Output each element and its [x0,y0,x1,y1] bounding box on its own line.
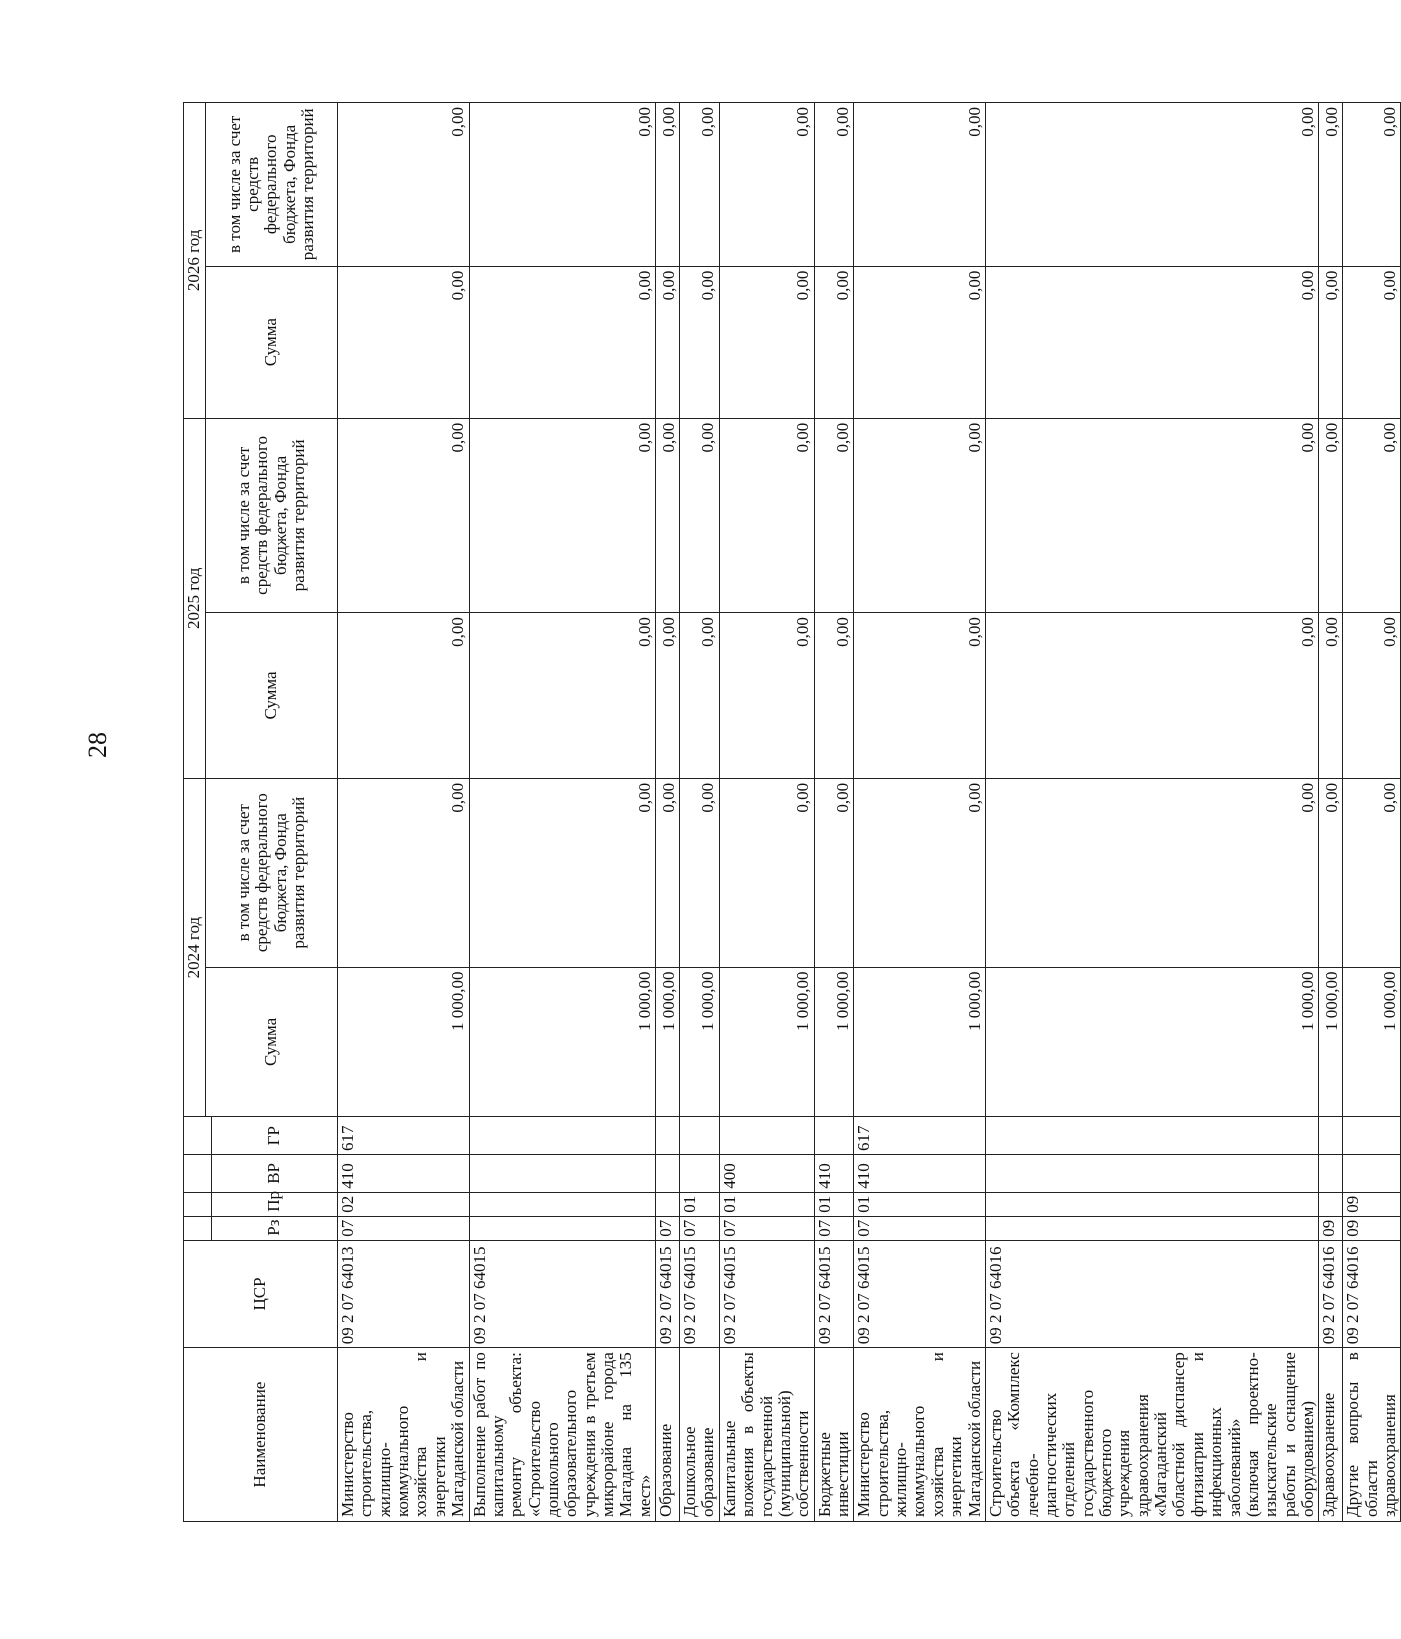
table-row [338,103,470,1522]
row-pr: 09 [1343,1192,1401,1216]
row-federal-2024: 0,00 [814,778,854,967]
row-sum-2024: 1 000,00 [680,967,720,1117]
header-vr: ВР [212,1155,338,1193]
header-gr: ГР [212,1117,338,1155]
row-federal-2025: 0,00 [680,418,720,612]
row-csr: 09 2 07 64016 [985,1240,1318,1347]
row-csr: 09 2 07 64015 [680,1240,720,1347]
row-sum-2025: 0,00 [814,613,854,779]
row-sum-2024: 1 000,00 [719,967,814,1117]
row-vr [1319,1155,1343,1193]
row-federal-2025: 0,00 [719,418,814,612]
row-vr [1343,1155,1401,1193]
row-federal-2026: 0,00 [985,103,1318,267]
row-sum-2026: 0,00 [680,266,720,418]
row-sum-2026: 0,00 [1343,266,1401,418]
row-federal-2025: 0,00 [338,418,470,612]
row-pr [1319,1192,1343,1216]
row-rz: 07 [854,1216,986,1240]
row-name: Министерство строительства, жилищно-коммунального хозяйства и энергетики Магаданской области [338,1348,470,1522]
row-sum-2026: 0,00 [719,266,814,418]
row-rz: 09 [1343,1216,1401,1240]
row-sum-2026: 0,00 [338,266,470,418]
row-gr: 617 [854,1117,986,1155]
table-row [985,103,1318,1522]
row-sum-2024: 1 000,00 [854,967,986,1117]
row-sum-2025: 0,00 [1319,613,1343,779]
row-pr [656,1192,680,1216]
header-year-2025: 2025 год [184,418,206,778]
row-federal-2026: 0,00 [469,103,656,267]
budget-table [183,102,1401,1522]
row-sum-2025: 0,00 [680,613,720,779]
row-csr: 09 2 07 64015 [469,1240,656,1347]
row-name: Дошкольное образование [680,1348,720,1522]
row-sum-2025: 0,00 [719,613,814,779]
header-year-2024: 2024 год [184,778,206,1116]
row-pr [985,1192,1318,1216]
row-sum-2026: 0,00 [985,266,1318,418]
header-csr: ЦСР [184,1240,338,1347]
row-gr [814,1117,854,1155]
row-sum-2024: 1 000,00 [469,967,656,1117]
header-rz: Рз [212,1216,338,1240]
row-rz: 07 [814,1216,854,1240]
row-pr: 02 [338,1192,470,1216]
table-row [656,103,680,1522]
header-federal-2025: в том числе за счет средств федерального бюджета, Фонда развития территорий [206,418,338,612]
row-pr: 01 [854,1192,986,1216]
row-federal-2024: 0,00 [469,778,656,967]
row-federal-2024: 0,00 [985,778,1318,967]
table-row [680,103,720,1522]
row-name: Здравоохранение [1319,1348,1343,1522]
row-sum-2024: 1 000,00 [338,967,470,1117]
row-rz: 07 [680,1216,720,1240]
row-csr: 09 2 07 64016 [1343,1240,1401,1347]
row-name: Другие вопросы в области здравоохранения [1343,1348,1401,1522]
row-vr: 410 [814,1155,854,1193]
row-sum-2024: 1 000,00 [656,967,680,1117]
row-federal-2025: 0,00 [985,418,1318,612]
row-federal-2026: 0,00 [656,103,680,267]
row-federal-2025: 0,00 [469,418,656,612]
row-csr: 09 2 07 64015 [854,1240,986,1347]
row-vr [985,1155,1318,1193]
row-gr [1319,1117,1343,1155]
header-sum-2024: Сумма [206,967,338,1117]
table-row [719,103,814,1522]
row-federal-2024: 0,00 [719,778,814,967]
row-sum-2025: 0,00 [656,613,680,779]
row-sum-2024: 1 000,00 [1319,967,1343,1117]
row-name: Образование [656,1348,680,1522]
table-row [814,103,854,1522]
row-name: Бюджетные инвестиции [814,1348,854,1522]
row-name: Министерство строительства, жилищно-коммунального хозяйства и энергетики Магаданской области [854,1348,986,1522]
header-sum-2025: Сумма [206,613,338,779]
row-csr: 09 2 07 64016 [1319,1240,1343,1347]
row-rz: 07 [719,1216,814,1240]
row-federal-2024: 0,00 [1343,778,1401,967]
row-gr [656,1117,680,1155]
row-rz [469,1216,656,1240]
header-pr: Пр [212,1192,338,1216]
row-rz: 07 [656,1216,680,1240]
row-name: Капитальные вложения в объекты государственной (муниципальной) собственности [719,1348,814,1522]
row-csr: 09 2 07 64015 [814,1240,854,1347]
row-sum-2025: 0,00 [854,613,986,779]
table-row [1319,103,1343,1522]
row-federal-2024: 0,00 [338,778,470,967]
table-row [1343,103,1401,1522]
row-csr: 09 2 07 64015 [719,1240,814,1347]
row-federal-2026: 0,00 [338,103,470,267]
row-federal-2025: 0,00 [656,418,680,612]
row-rz: 09 [1319,1216,1343,1240]
row-federal-2025: 0,00 [854,418,986,612]
row-vr [680,1155,720,1193]
row-vr: 410 [338,1155,470,1193]
row-sum-2025: 0,00 [469,613,656,779]
row-federal-2025: 0,00 [814,418,854,612]
row-rz [985,1216,1318,1240]
row-sum-2025: 0,00 [1343,613,1401,779]
row-pr: 01 [814,1192,854,1216]
header-year-2026: 2026 год [184,103,206,419]
row-federal-2025: 0,00 [1319,418,1343,612]
row-pr: 01 [719,1192,814,1216]
row-sum-2024: 1 000,00 [1343,967,1401,1117]
row-federal-2026: 0,00 [854,103,986,267]
header-federal-2026: в том числе за счет средств федерального бюджета, Фонда развития территорий [206,103,338,267]
row-gr [469,1117,656,1155]
row-federal-2025: 0,00 [1343,418,1401,612]
row-vr [469,1155,656,1193]
row-sum-2026: 0,00 [1319,266,1343,418]
header-federal-2024: в том числе за счет средств федерального бюджета, Фонда развития территорий [206,778,338,967]
row-vr: 400 [719,1155,814,1193]
page-number: 28 [83,732,112,758]
row-sum-2026: 0,00 [469,266,656,418]
row-rz: 07 [338,1216,470,1240]
row-csr: 09 2 07 64013 [338,1240,470,1347]
row-federal-2026: 0,00 [680,103,720,267]
row-gr: 617 [338,1117,470,1155]
row-federal-2024: 0,00 [656,778,680,967]
row-gr [1343,1117,1401,1155]
row-sum-2026: 0,00 [656,266,680,418]
row-sum-2024: 1 000,00 [814,967,854,1117]
row-sum-2026: 0,00 [854,266,986,418]
row-federal-2026: 0,00 [719,103,814,267]
row-vr [656,1155,680,1193]
row-sum-2024: 1 000,00 [985,967,1318,1117]
row-sum-2025: 0,00 [985,613,1318,779]
row-federal-2026: 0,00 [1319,103,1343,267]
row-gr [680,1117,720,1155]
row-gr [985,1117,1318,1155]
row-sum-2026: 0,00 [814,266,854,418]
row-federal-2024: 0,00 [1319,778,1343,967]
header-sum-2026: Сумма [206,266,338,418]
row-pr [469,1192,656,1216]
table-row [854,103,986,1522]
row-federal-2026: 0,00 [814,103,854,267]
row-csr: 09 2 07 64015 [656,1240,680,1347]
row-name: Выполнение работ по капитальному ремонту объекта: «Строительство дошкольного образовательного учреждения в третьем микрорайоне города Магадана на 135 мест» [469,1348,656,1522]
row-sum-2025: 0,00 [338,613,470,779]
row-vr: 410 [854,1155,986,1193]
row-gr [719,1117,814,1155]
row-federal-2024: 0,00 [854,778,986,967]
row-federal-2026: 0,00 [1343,103,1401,267]
rotated-page [183,102,1400,1522]
row-pr: 01 [680,1192,720,1216]
table-row [469,103,656,1522]
row-federal-2024: 0,00 [680,778,720,967]
header-name: Наименование [184,1348,338,1522]
row-name: Строительство объекта «Комплекс лечебно-диагностических отделений государственного бюджетного учреждения здравоохранения «Магаданский областной диспансер фтизиатрии и инфекционных заболеваний» (включая проектно-изыскательские работы и оснащение оборудованием) [985,1348,1318,1522]
